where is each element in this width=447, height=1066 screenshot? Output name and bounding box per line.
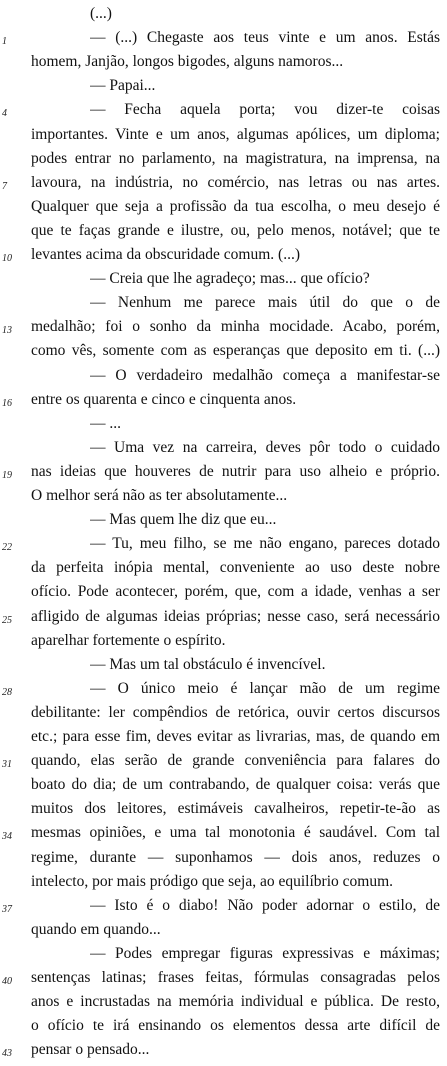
text-line: [0, 98, 447, 122]
text-line: [0, 701, 447, 725]
text-line: [0, 171, 447, 195]
line-text: lavoura, na indústria, no comércio, nas letras ou nas artes.: [31, 173, 440, 191]
line-text: medalhão; foi o sonho da minha mocidade. Acabo, porém,: [31, 318, 440, 336]
line-number: 43: [2, 1048, 12, 1060]
line-number: 40: [2, 976, 12, 987]
text-line: [0, 267, 447, 291]
line-number: 22: [2, 542, 12, 554]
text-line: [0, 508, 447, 532]
line-number: 7: [2, 180, 7, 192]
text-line: [0, 26, 447, 50]
line-text: Qualquer que seja a profissão da tua escolha, o meu desejo é: [31, 197, 440, 215]
text-line: [0, 677, 447, 701]
line-text: debilitante: ler compêndios de retórica, ouvir certos discursos: [31, 703, 440, 721]
line-text: — Podes empregar figuras expressivas e máximas;: [90, 944, 440, 962]
text-line: [0, 1038, 447, 1062]
line-text: entre os quarenta e cinco e cinquenta anos.: [31, 390, 297, 408]
line-text: — Isto é o diabo! Não poder adornar o estilo, de: [90, 896, 440, 914]
line-text: O melhor será não as ter absolutamente...: [31, 487, 288, 504]
line-text: homem, Janjão, longos bigodes, alguns namoros...: [31, 53, 344, 71]
text-line: [0, 725, 447, 749]
line-text: — O único meio é lançar mão de um regime: [90, 679, 440, 697]
line-text: anos e incrustadas na memória individual e pública. De resto,: [31, 993, 440, 1011]
line-text: — Uma vez na carreira, deves pôr todo o cuidado: [90, 438, 440, 456]
line-text: quando em quando...: [31, 920, 161, 938]
text-line: [0, 580, 447, 604]
line-text: sentenças latinas; frases feitas, fórmulas consagradas pelos: [31, 969, 440, 986]
line-text: — Mas quem lhe diz que eu...: [90, 511, 277, 529]
line-text: como vês, somente com as esperanças que deposito em ti. (...): [31, 342, 440, 360]
text-line: [0, 50, 447, 74]
line-text: — Papai...: [90, 77, 156, 95]
text-line: [0, 74, 447, 98]
text-line: [0, 918, 447, 942]
text-line: [0, 339, 447, 363]
line-number: 31: [2, 759, 12, 771]
text-line: [0, 123, 447, 147]
line-number: 4: [2, 108, 7, 120]
text-line: [0, 388, 447, 412]
line-number: 28: [2, 686, 12, 698]
line-text: regime, durante — suponhamos — dois anos, reduzes o: [31, 848, 440, 866]
line-number: 19: [2, 469, 12, 481]
text-line: [0, 990, 447, 1014]
text-line: [0, 966, 447, 990]
text-line: [0, 942, 447, 966]
text-line: [0, 364, 447, 388]
line-text: quando, elas serão de grande conveniência para falares do: [31, 752, 440, 770]
text-line: [0, 894, 447, 918]
line-text: muitos dos leitores, estimáveis cavalheiros, repetir-te-ão as: [31, 800, 440, 818]
line-text: intelecto, por mais pródigo que seja, ao equilíbrio comum.: [31, 872, 394, 890]
line-number: 37: [2, 903, 12, 915]
text-line: [0, 556, 447, 580]
text-line: [0, 532, 447, 556]
line-text: da perfeita inópia mental, conveniente ao uso deste nobre: [31, 559, 440, 577]
text-line: [0, 773, 447, 797]
line-text: — (...) Chegaste aos teus vinte e um anos. Estás: [90, 29, 440, 47]
line-text: podes entrar no parlamento, na magistratura, na imprensa, na: [31, 149, 440, 167]
text-line: [0, 1014, 447, 1038]
text-line: [0, 846, 447, 870]
line-text: que te faças grande e ilustre, ou, pelo menos, notável; que te: [31, 221, 440, 239]
line-text: levantes acima da obscuridade comum. (...): [31, 246, 300, 263]
line-text: — Mas um tal obstáculo é invencível.: [90, 655, 326, 673]
text-line: [0, 749, 447, 773]
text-line: [0, 291, 447, 315]
text-line: [0, 219, 447, 243]
text-line: [0, 797, 447, 821]
line-text: — ...: [90, 414, 121, 432]
line-number: 16: [2, 397, 12, 409]
text-line: [0, 821, 447, 845]
text-line: [0, 147, 447, 171]
text-line: [0, 436, 447, 460]
line-text: — O verdadeiro medalhão começa a manifestar-se: [90, 366, 440, 384]
line-text: — Tu, meu filho, se me não engano, pareces dotado: [90, 535, 440, 553]
line-text: mesmas opiniões, e uma tal monotonia é saudável. Com tal: [31, 824, 440, 842]
text-line: [0, 484, 447, 508]
line-number: 10: [2, 253, 12, 264]
text-line: [0, 412, 447, 436]
line-text: aparelhar fortemente o espírito.: [31, 631, 226, 649]
line-number: 34: [2, 831, 12, 843]
text-line: [0, 315, 447, 339]
line-text: nas ideias que houveres de nutrir para uso alheio e próprio.: [31, 462, 440, 480]
text-line: [0, 2, 447, 26]
line-text: — Nenhum me parece mais útil do que o de: [90, 294, 440, 312]
line-number: 13: [2, 325, 12, 337]
line-number: 25: [2, 614, 12, 626]
line-text: afligido de algumas ideias próprias; nesse caso, será necessário: [31, 607, 440, 625]
line-text: pensar o pensado...: [31, 1041, 150, 1059]
line-text: boato do dia; de um contrabando, de qualquer coisa: verás que: [31, 776, 440, 794]
text-line: [0, 243, 447, 267]
line-text: ofício. Pode acontecer, porém, que, com a idade, venhas a ser: [31, 583, 440, 601]
line-number: 1: [2, 36, 7, 48]
line-text: o ofício te irá ensinando os elementos dessa arte difícil de: [31, 1017, 440, 1035]
text-line: [0, 605, 447, 629]
text-line: [0, 653, 447, 677]
text-line: [0, 629, 447, 653]
text-line: [0, 870, 447, 894]
text-line: [0, 195, 447, 219]
line-text: etc.; para esse fim, deves evitar as livrarias, mas, de quando em: [31, 728, 440, 745]
line-text: — Creia que lhe agradeço; mas... que ofício?: [90, 270, 370, 288]
line-text: — Fecha aquela porta; vou dizer-te coisas: [90, 101, 440, 119]
text-line: [0, 460, 447, 484]
line-text: importantes. Vinte e um anos, algumas apólices, um diploma;: [31, 125, 440, 143]
line-text: (...): [90, 5, 112, 22]
